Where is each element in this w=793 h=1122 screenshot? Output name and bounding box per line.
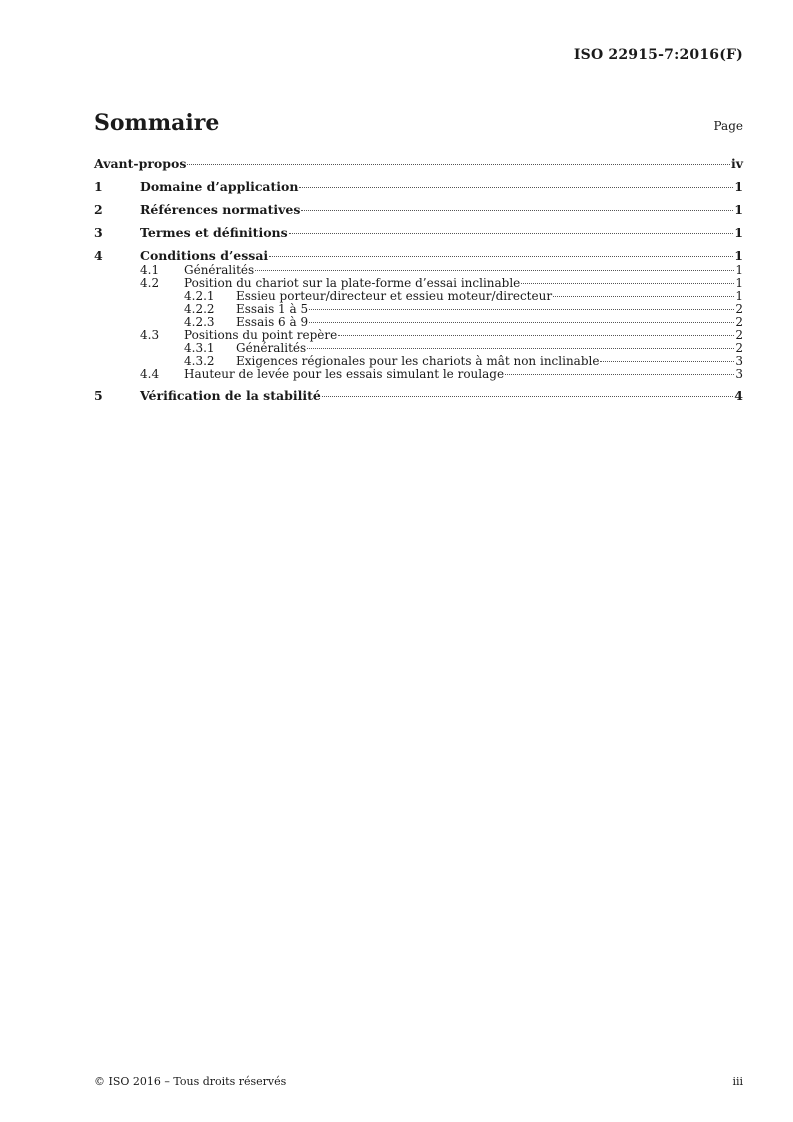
toc-entry-page: 2	[735, 341, 743, 355]
toc-entry-title: Essais 1 à 5	[236, 302, 309, 316]
toc-entry-number: 4.4	[140, 367, 160, 381]
dot-leader	[299, 187, 733, 188]
toc-entry-number: 4.1	[140, 263, 160, 277]
dot-leader	[289, 233, 734, 234]
page-title: Sommaire	[94, 110, 220, 136]
toc-entry-page: 2	[735, 302, 743, 316]
toc-entry[interactable]	[94, 388, 743, 404]
toc-entry-title: Conditions d’essai	[140, 248, 269, 263]
dot-leader	[309, 309, 734, 310]
copyright-notice: © ISO 2016 – Tous droits réservés	[94, 1075, 287, 1088]
toc-entry-number: 4	[94, 248, 103, 263]
toc-entry-number: 5	[94, 388, 103, 403]
toc-entry-page: iv	[730, 156, 743, 171]
dot-leader	[521, 283, 734, 284]
toc-entry-page: 2	[735, 328, 743, 342]
dot-leader	[505, 374, 734, 375]
toc-entry-title: Termes et définitions	[140, 225, 288, 240]
toc-entry-title: Avant-propos	[94, 156, 187, 171]
toc-entry[interactable]	[94, 225, 743, 241]
dot-leader	[269, 256, 733, 257]
toc-entry-title: Références normatives	[140, 202, 301, 217]
toc-entry-page: 1	[735, 289, 743, 303]
toc-entry-number: 2	[94, 202, 103, 217]
page-column-label: Page	[713, 119, 743, 133]
toc-entry-page: 3	[735, 354, 743, 368]
dot-leader	[309, 322, 734, 323]
toc-entry-title: Domaine d’application	[140, 179, 299, 194]
toc-entry-page: 4	[734, 388, 743, 403]
dot-leader	[307, 348, 734, 349]
dot-leader	[187, 164, 730, 165]
toc-entry-title: Vérification de la stabilité	[140, 388, 321, 403]
dot-leader	[600, 361, 734, 362]
dot-leader	[338, 335, 734, 336]
toc-entry-page: 1	[734, 202, 743, 217]
toc-entry-number: 4.3.1	[184, 341, 215, 355]
dot-leader	[301, 210, 733, 211]
toc-entry-title: Essais 6 à 9	[236, 315, 309, 329]
toc-entry-page: 1	[734, 225, 743, 240]
toc-entry-page: 2	[735, 315, 743, 329]
toc-entry-number: 4.2	[140, 276, 160, 290]
toc-entry-page: 3	[735, 367, 743, 381]
toc-entry-number: 3	[94, 225, 103, 240]
toc-entry[interactable]	[94, 179, 743, 195]
toc-entry-title: Positions du point repère	[184, 328, 338, 342]
toc-entry-title: Exigences régionales pour les chariots à mât non inclinable	[236, 354, 600, 368]
toc-entry[interactable]	[94, 156, 743, 172]
toc-entry-page: 1	[735, 263, 743, 277]
document-id: ISO 22915-7:2016(F)	[573, 47, 743, 63]
table-of-contents	[94, 156, 743, 404]
toc-entry-page: 1	[734, 248, 743, 263]
toc-entry-title: Essieu porteur/directeur et essieu moteur/directeur	[236, 289, 553, 303]
toc-entry-number: 4.2.2	[184, 302, 215, 316]
toc-entry-title: Généralités	[236, 341, 307, 355]
dot-leader	[255, 270, 734, 271]
toc-entry-number: 4.2.1	[184, 289, 215, 303]
toc-entry-number: 4.3	[140, 328, 160, 342]
toc-entry-title: Hauteur de levée pour les essais simulant le roulage	[184, 367, 505, 381]
toc-entry-number: 1	[94, 179, 103, 194]
toc-entry-title: Position du chariot sur la plate-forme d’essai inclinable	[184, 276, 521, 290]
dot-leader	[322, 396, 733, 397]
toc-entry-page: 1	[735, 276, 743, 290]
dot-leader	[553, 296, 734, 297]
toc-entry-title: Généralités	[184, 263, 255, 277]
toc-entry-page: 1	[734, 179, 743, 194]
page-number: iii	[732, 1075, 743, 1088]
toc-entry[interactable]	[94, 202, 743, 218]
toc-entry[interactable]	[94, 248, 743, 264]
toc-entry-number: 4.2.3	[184, 315, 215, 329]
toc-entry-number: 4.3.2	[184, 354, 215, 368]
toc-entry[interactable]	[94, 368, 743, 381]
